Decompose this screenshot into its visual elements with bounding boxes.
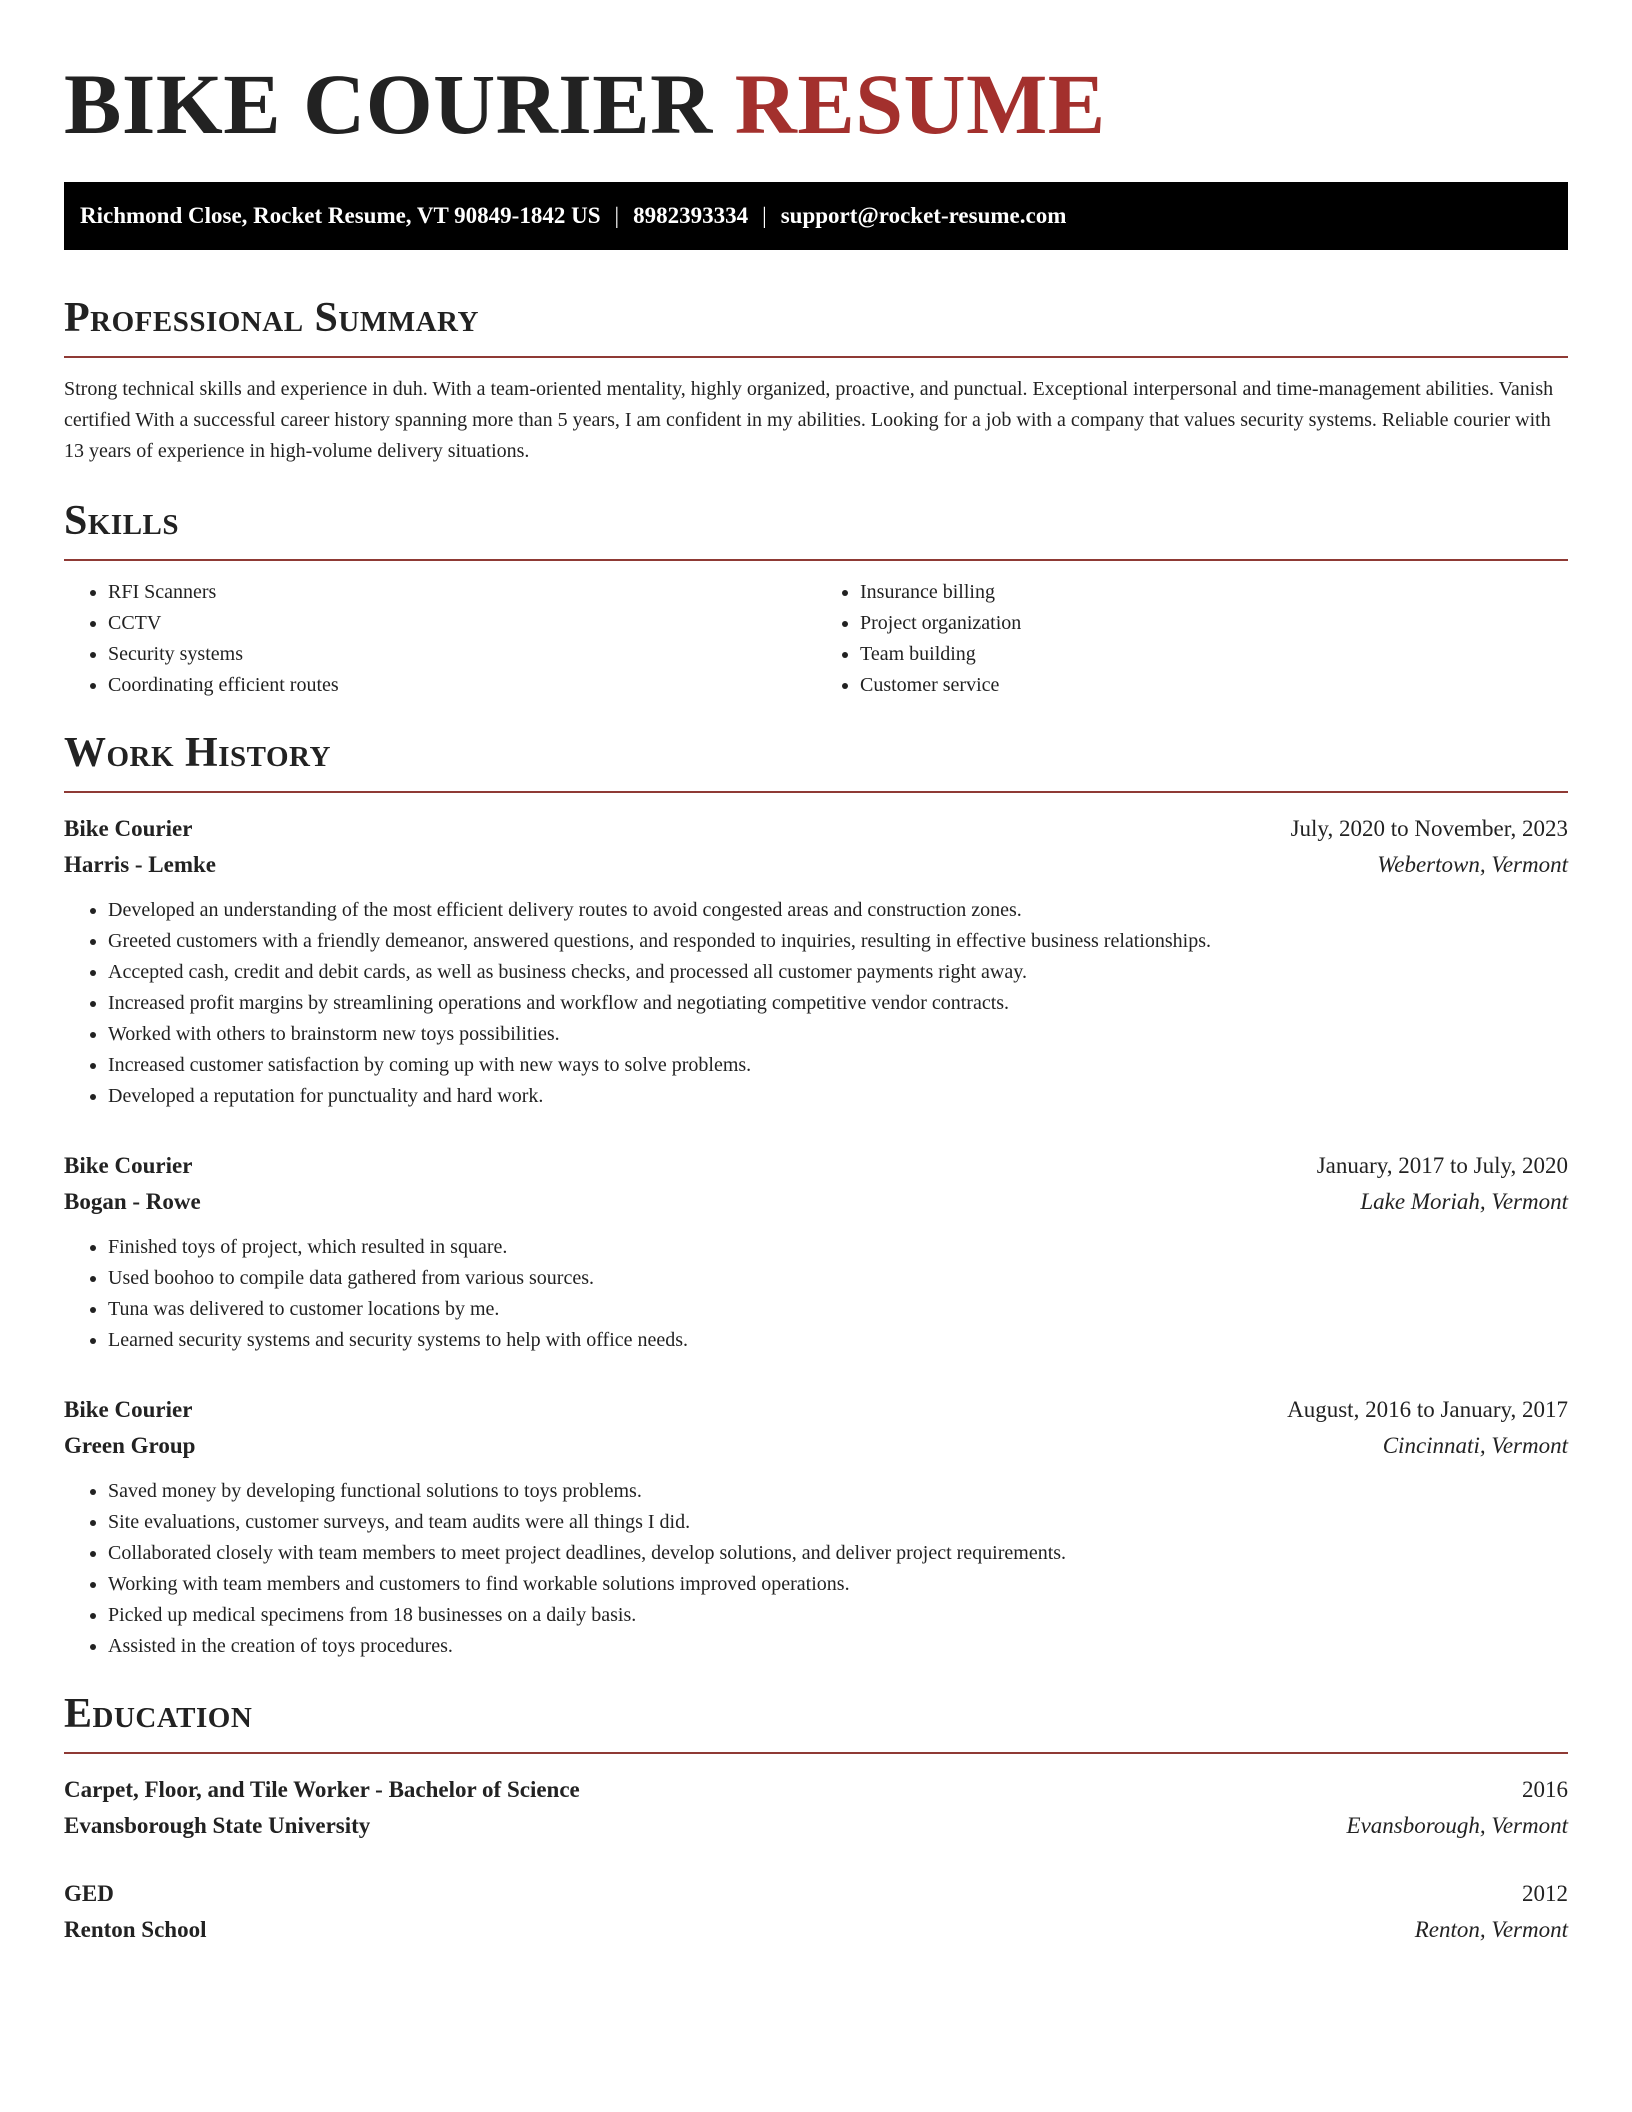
- skill-item: • Team building: [860, 639, 1568, 670]
- job-bullet: • Collaborated closely with team members to meet project deadlines, develop solutions, and deliver project requirements.: [108, 1538, 1568, 1569]
- skills-section: [64, 495, 1568, 701]
- job-title: Bike Courier: [64, 816, 193, 841]
- job-company: Harris - Lemke: [64, 852, 217, 877]
- section-divider: [64, 791, 1568, 793]
- section-divider: [64, 356, 1568, 358]
- job-bullet: • Worked with others to brainstorm new toys possibilities.: [108, 1019, 1568, 1050]
- job-dates: January, 2017 to July, 2020: [1316, 1153, 1568, 1178]
- education-degree: GED: [64, 1881, 114, 1906]
- education-entry: [64, 1876, 1568, 1948]
- contact-separator: |: [762, 203, 767, 228]
- job-bullets: [64, 1232, 1568, 1356]
- job-bullet: • Increased profit margins by streamlining operations and workflow and negotiating competitive vendor contracts.: [108, 988, 1568, 1019]
- job-title: Bike Courier: [64, 1153, 193, 1178]
- skills-heading: Skills: [64, 498, 180, 544]
- job-bullet: • Site evaluations, customer surveys, and team audits were all things I did.: [108, 1507, 1568, 1538]
- work-history-section: [64, 727, 1568, 1662]
- job-bullet: • Working with team members and customers to find workable solutions improved operations.: [108, 1569, 1568, 1600]
- section-divider: [64, 559, 1568, 561]
- job-bullet: • Increased customer satisfaction by coming up with new ways to solve problems.: [108, 1050, 1568, 1081]
- job-bullet: • Learned security systems and security systems to help with office needs.: [108, 1325, 1568, 1356]
- education-degree-row: [64, 1876, 1568, 1912]
- skills-column-left: [64, 577, 816, 701]
- education-section: [64, 1688, 1568, 1948]
- job-header-row: [64, 1148, 1568, 1184]
- job-bullet: • Finished toys of project, which resulted in square.: [108, 1232, 1568, 1263]
- job-company: Green Group: [64, 1433, 196, 1458]
- education-degree-row: [64, 1772, 1568, 1808]
- skills-column-right: [816, 577, 1568, 701]
- work-history-heading: Work History: [64, 730, 331, 776]
- job-bullet: • Developed an understanding of the most efficient delivery routes to avoid congested areas and construction zones.: [108, 895, 1568, 926]
- job-entry: [64, 1148, 1568, 1356]
- education-degree: Carpet, Floor, and Tile Worker - Bachelor of Science: [64, 1777, 580, 1802]
- job-bullet: • Tuna was delivered to customer locations by me.: [108, 1294, 1568, 1325]
- job-bullet: • Accepted cash, credit and debit cards, as well as business checks, and processed all customer payments right away.: [108, 957, 1568, 988]
- job-location: Lake Moriah, Vermont: [1360, 1189, 1568, 1214]
- education-year: 2016: [1522, 1777, 1568, 1802]
- contact-address: Richmond Close, Rocket Resume, VT 90849-1842 US: [80, 203, 601, 228]
- contact-phone[interactable]: 8982393334: [633, 203, 749, 228]
- job-company-row: [64, 1184, 1568, 1220]
- job-dates: July, 2020 to November, 2023: [1290, 816, 1568, 841]
- education-school: Renton School: [64, 1917, 207, 1942]
- education-school: Evansborough State University: [64, 1813, 371, 1838]
- job-bullets: [64, 1476, 1568, 1662]
- job-header-row: [64, 1392, 1568, 1428]
- job-bullet: • Developed a reputation for punctuality and hard work.: [108, 1081, 1568, 1112]
- skill-item: • Insurance billing: [860, 577, 1568, 608]
- summary-section: [64, 292, 1568, 467]
- education-location: Renton, Vermont: [1414, 1917, 1568, 1942]
- job-bullet: • Used boohoo to compile data gathered from various sources.: [108, 1263, 1568, 1294]
- summary-text: Strong technical skills and experience in duh. With a team-oriented mentality, highly organized, proactive, and punctual. Exceptional interpersonal and time-management abilities. Vanish certified With a successful career history spanning more than 5 years, I am confident in my abilities. Looking for a job with a company that values security systems. Reliable courier with 13 years of experience in high-volume delivery situations.: [64, 378, 1554, 462]
- education-year: 2012: [1522, 1881, 1568, 1906]
- summary-heading: Professional Summary: [64, 295, 479, 341]
- skill-item: • CCTV: [108, 608, 816, 639]
- job-company: Bogan - Rowe: [64, 1189, 201, 1214]
- title-accent: RESUME: [734, 56, 1106, 152]
- skill-item: • Customer service: [860, 670, 1568, 701]
- job-location: Cincinnati, Vermont: [1382, 1433, 1568, 1458]
- job-bullets: [64, 895, 1568, 1112]
- skills-grid: [64, 577, 1568, 701]
- skill-item: • RFI Scanners: [108, 577, 816, 608]
- job-entry: [64, 1392, 1568, 1662]
- resume-title: [64, 52, 1568, 156]
- job-company-row: [64, 1428, 1568, 1464]
- job-dates: August, 2016 to January, 2017: [1287, 1397, 1568, 1422]
- education-school-row: [64, 1808, 1568, 1844]
- contact-separator: |: [614, 203, 620, 228]
- education-location: Evansborough, Vermont: [1346, 1813, 1568, 1838]
- skill-item: • Project organization: [860, 608, 1568, 639]
- skill-item: • Security systems: [108, 639, 816, 670]
- job-location: Webertown, Vermont: [1377, 852, 1568, 877]
- education-entry: [64, 1772, 1568, 1844]
- job-entry: [64, 811, 1568, 1112]
- job-company-row: [64, 847, 1568, 883]
- skill-item: • Coordinating efficient routes: [108, 670, 816, 701]
- job-bullet: • Saved money by developing functional solutions to toys problems.: [108, 1476, 1568, 1507]
- job-header-row: [64, 811, 1568, 847]
- education-school-row: [64, 1912, 1568, 1948]
- contact-email[interactable]: support@rocket-resume.com: [780, 203, 1067, 228]
- title-main: BIKE COURIER: [64, 56, 713, 152]
- education-heading: Education: [64, 1691, 253, 1737]
- section-divider: [64, 1752, 1568, 1754]
- job-bullet: • Picked up medical specimens from 18 businesses on a daily basis.: [108, 1600, 1568, 1631]
- job-bullet: • Assisted in the creation of toys procedures.: [108, 1631, 1568, 1662]
- contact-bar: [64, 182, 1568, 250]
- job-title: Bike Courier: [64, 1397, 193, 1422]
- job-bullet: • Greeted customers with a friendly demeanor, answered questions, and responded to inquiries, resulting in effective business relationships.: [108, 926, 1568, 957]
